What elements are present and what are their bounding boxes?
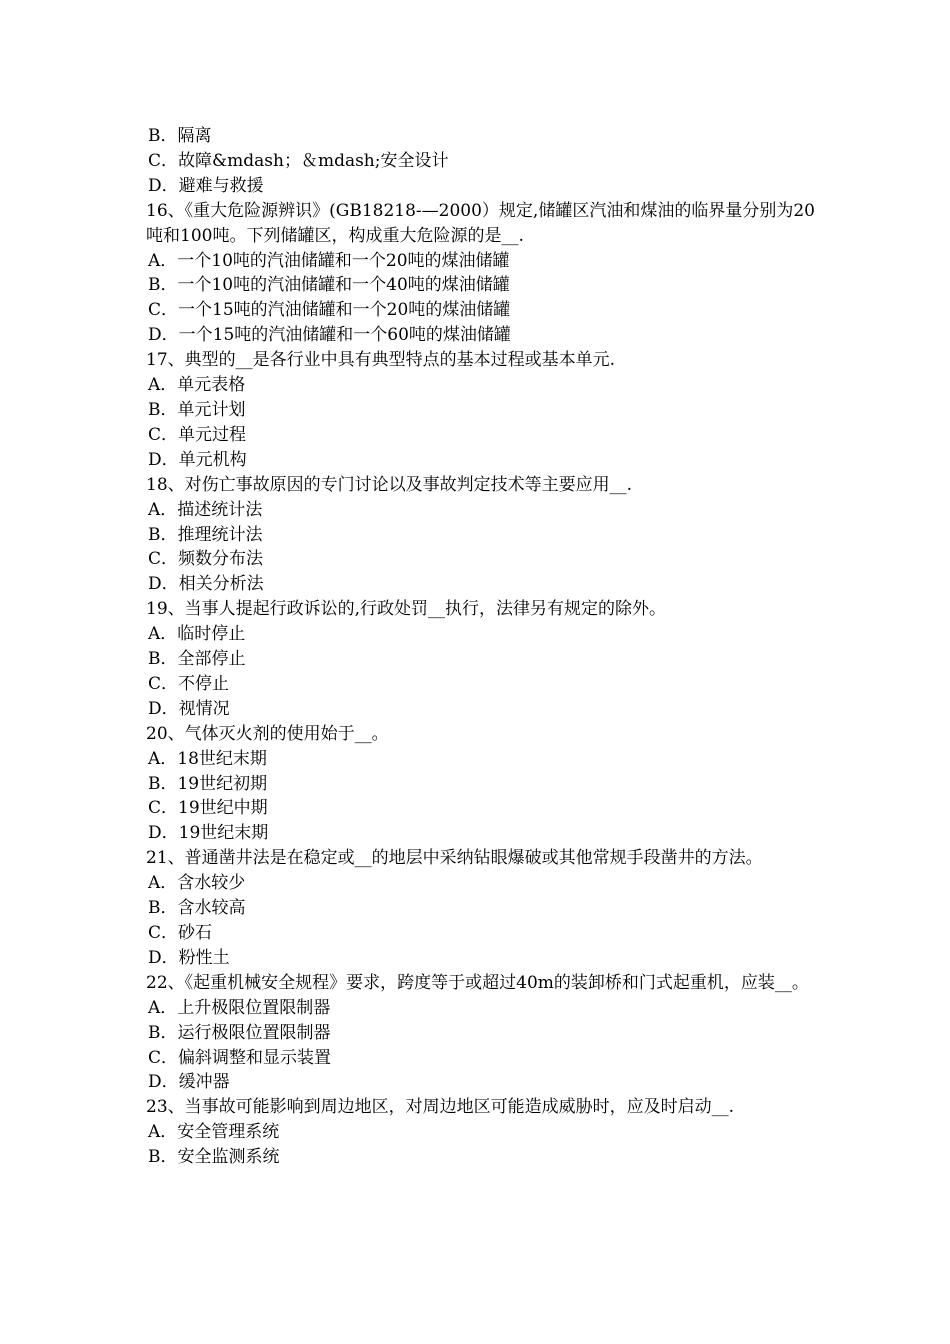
question-text: 19、当事人提起行政诉讼的,行政处罚__执行，法律另有规定的除外。 bbox=[146, 599, 667, 620]
answer-option: A．18世纪末期 bbox=[148, 748, 267, 769]
answer-option: D．相关分析法 bbox=[148, 574, 264, 595]
answer-option: A．含水较少 bbox=[148, 873, 246, 894]
question-text: 16、《重大危险源辨识》(GB18218-—2000）规定,储罐区汽油和煤油的临界量分别为20吨和100吨。下列储罐区，构成重大危险源的是__. bbox=[146, 200, 815, 246]
question-text: 22、《起重机械安全规程》要求，跨度等于或超过40m的装卸桥和门式起重机，应装__。 bbox=[146, 972, 809, 993]
answer-option: D．一个15吨的汽油储罐和一个60吨的煤油储罐 bbox=[148, 325, 511, 346]
question-text: 23、当事故可能影响到周边地区，对周边地区可能造成威胁时，应及时启动__. bbox=[146, 1097, 735, 1118]
answer-option: D．缓冲器 bbox=[148, 1072, 230, 1093]
answer-option: C．砂石 bbox=[148, 923, 213, 943]
answer-option: C．频数分布法 bbox=[148, 549, 264, 570]
answer-option: C．单元过程 bbox=[148, 424, 247, 445]
question-text: 21、普通凿井法是在稳定或__的地层中采纳钻眼爆破或其他常规手段凿井的方法。 bbox=[146, 848, 763, 869]
answer-option: C．一个15吨的汽油储罐和一个20吨的煤油储罐 bbox=[148, 300, 511, 321]
answer-option: B．隔离 bbox=[148, 126, 212, 146]
answer-option: D．粉性土 bbox=[148, 947, 230, 968]
answer-option: B．单元计划 bbox=[148, 399, 246, 420]
answer-option: A．上升极限位置限制器 bbox=[148, 997, 331, 1018]
answer-option: B．一个10吨的汽油储罐和一个40吨的煤油储罐 bbox=[148, 275, 510, 296]
question-text: 17、典型的__是各行业中具有典型特点的基本过程或基本单元. bbox=[146, 350, 616, 371]
answer-option: C．19世纪中期 bbox=[148, 798, 268, 819]
answer-option: B．19世纪初期 bbox=[148, 773, 268, 794]
question-text: 20、气体灭火剂的使用始于__。 bbox=[146, 723, 389, 744]
answer-option: B．安全监测系统 bbox=[148, 1147, 280, 1168]
answer-option: A．描述统计法 bbox=[148, 499, 263, 520]
answer-option: A．临时停止 bbox=[148, 624, 246, 645]
answer-option: A．一个10吨的汽油储罐和一个20吨的煤油储罐 bbox=[148, 250, 510, 271]
answer-option: B．运行极限位置限制器 bbox=[148, 1022, 331, 1043]
answer-option: C．故障&mdash；＆mdash;安全设计 bbox=[148, 150, 449, 171]
answer-option: C．偏斜调整和显示装置 bbox=[148, 1047, 332, 1068]
answer-option: C．不停止 bbox=[148, 673, 230, 694]
answer-option: D．避难与救援 bbox=[148, 175, 264, 196]
answer-option: A．单元表格 bbox=[148, 375, 246, 396]
answer-option: D．视情况 bbox=[148, 698, 230, 719]
answer-option: D．单元机构 bbox=[148, 449, 247, 470]
answer-option: B．全部停止 bbox=[148, 649, 246, 670]
document-body bbox=[146, 124, 816, 1170]
answer-option: B．推理统计法 bbox=[148, 524, 263, 545]
question-text: 18、对伤亡事故原因的专门讨论以及事故判定技术等主要应用__. bbox=[146, 474, 633, 495]
answer-option: A．安全管理系统 bbox=[148, 1122, 280, 1143]
answer-option: B．含水较高 bbox=[148, 898, 246, 919]
answer-option: D．19世纪末期 bbox=[148, 823, 269, 844]
